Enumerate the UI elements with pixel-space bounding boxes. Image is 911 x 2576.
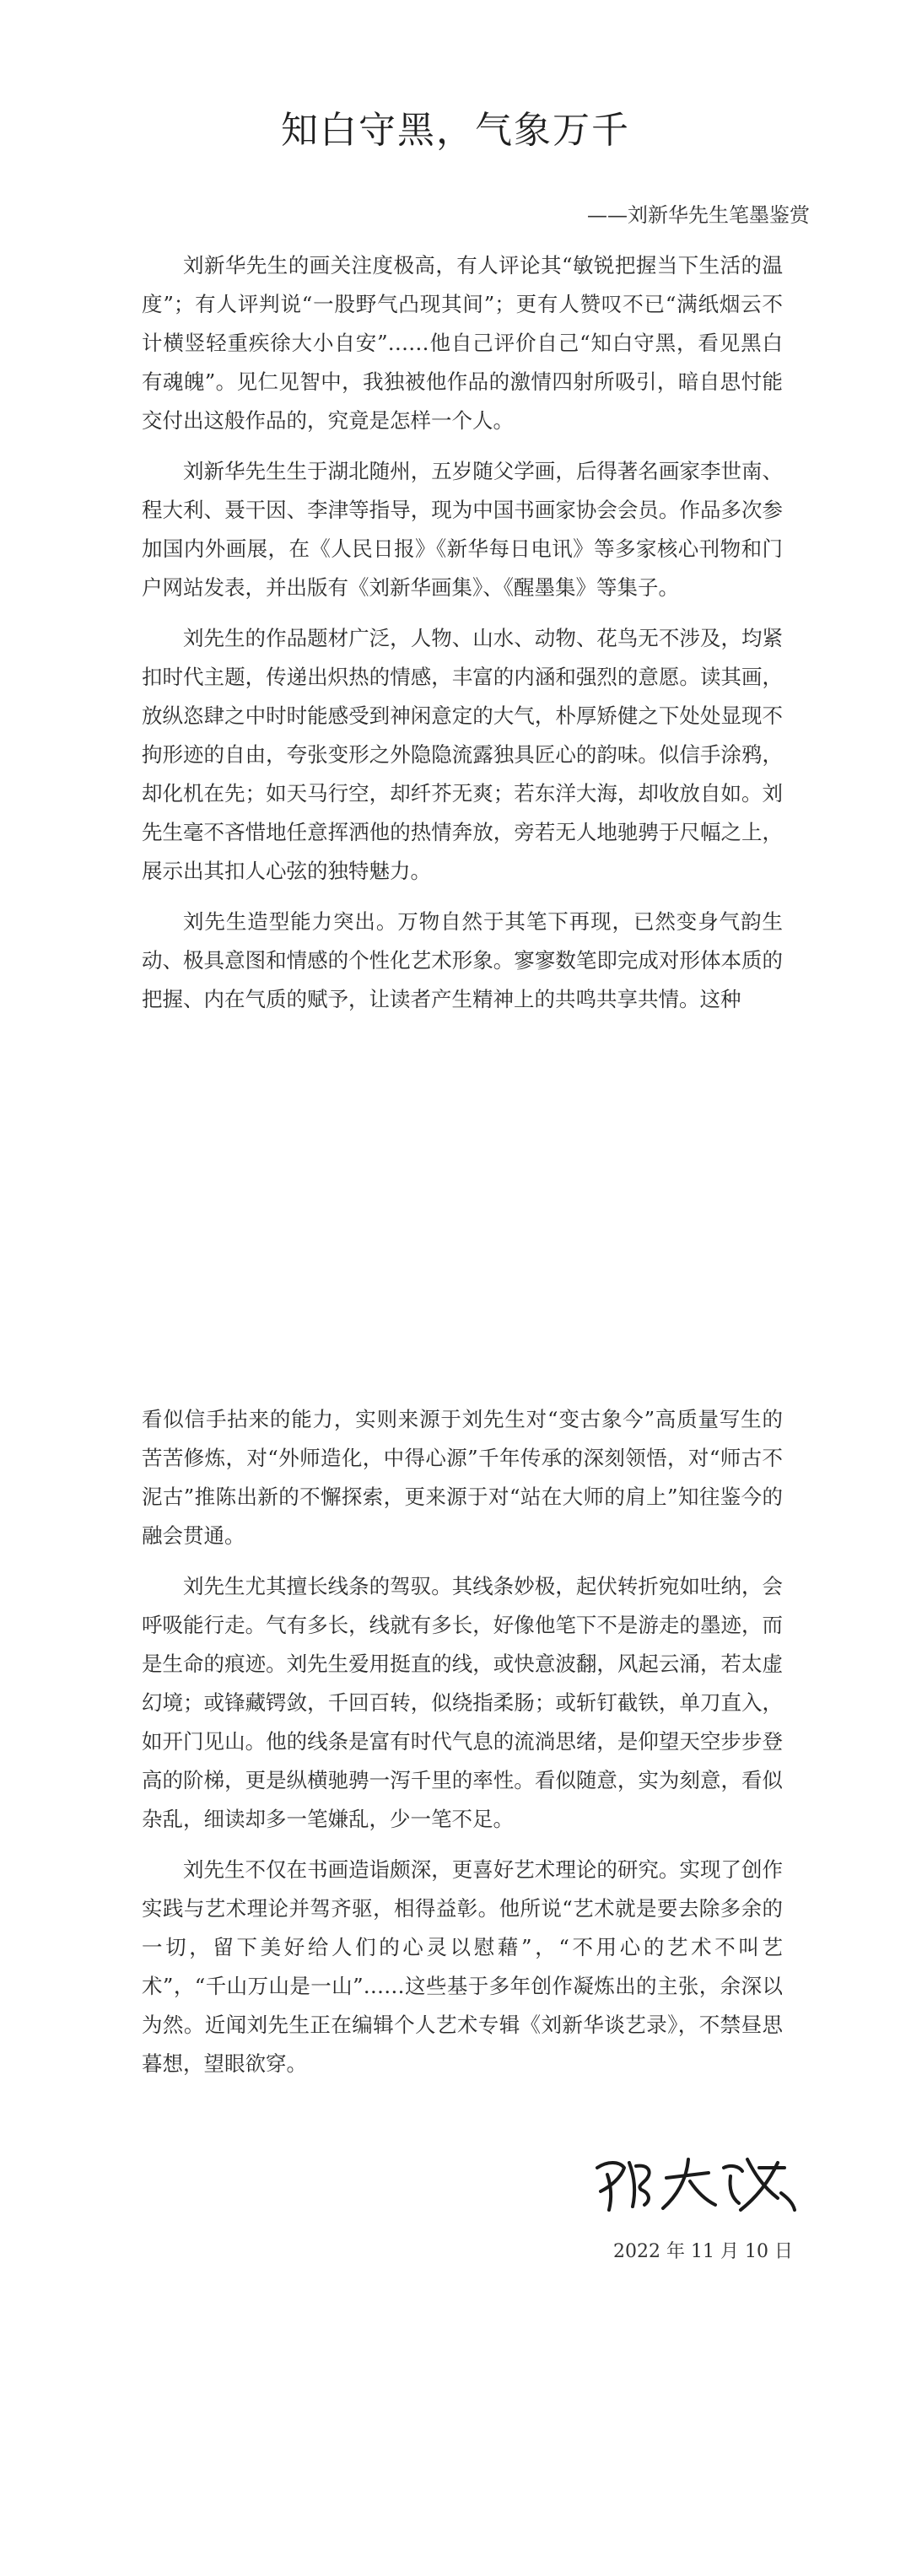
- paragraph: 刘先生的作品题材广泛，人物、山水、动物、花鸟无不涉及，均紧扣时代主题，传递出炽热的情感，丰富的内涵和强烈的意愿。读其画，放纵恣肆之中时时能感受到神闲意定的大气，朴厚矫健之下处处显现不拘形迹的自由，夸张变形之外隐隐流露独具匠心的韵味。似信手涂鸦，却化机在先；如天马行空，却纤芥无爽；若东洋大海，却收放自如。刘先生毫不吝惜地任意挥洒他的热情奔放，旁若无人地驰骋于尺幅之上，展示出其扣人心弦的独特魅力。: [142, 626, 783, 883]
- paragraph: 刘先生不仅在书画造诣颇深，更喜好艺术理论的研究。实现了创作实践与艺术理论并驾齐驱，相得益彰。他所说“艺术就是要去除多余的一切，留下美好给人们的心灵以慰藉”，“不用心的艺术不叫艺术”，“千山万山是一山”……这些基于多年创作凝炼出的主张，余深以为然。近闻刘先生正在编辑个人艺术专辑《刘新华谈艺录》，不禁昼思暮想，望眼欲穿。: [142, 1857, 783, 2076]
- page-title: 知白守黑，气象万千: [281, 109, 630, 152]
- article-body-top: [142, 246, 783, 1031]
- handwritten-signature: [582, 2142, 801, 2218]
- paragraph: 刘先生造型能力突出。万物自然于其笔下再现，已然变身气韵生动、极具意图和情感的个性化艺术形象。寥寥数笔即完成对形体本质的把握、内在气质的赋予，让读者产生精神上的共鸣共享共情。这种: [142, 909, 783, 1011]
- paragraph: 刘新华先生生于湖北随州，五岁随父学画，后得著名画家李世南、程大利、聂干因、李津等指导，现为中国书画家协会会员。作品多次参加国内外画展，在《人民日报》《新华每日电讯》等多家核心刊物和门户网站发表，并出版有《刘新华画集》、《醒墨集》等集子。: [142, 459, 783, 600]
- page-subtitle: ——刘新华先生笔墨鉴赏: [587, 203, 810, 227]
- signature-date: 2022 年 11 月 10 日: [613, 2241, 793, 2262]
- paragraph: 刘先生尤其擅长线条的驾驭。其线条妙极，起伏转折宛如吐纳，会呼吸能行走。气有多长，线就有多长，好像他笔下不是游走的墨迹，而是生命的痕迹。刘先生爱用挺直的线，或快意波翻，风起云涌，若太虚幻境；或锋藏锷敛，千回百转，似绕指柔肠；或斩钉截铁，单刀直入，如开门见山。他的线条是富有时代气息的流淌思绪，是仰望天空步步登高的阶梯，更是纵横驰骋一泻千里的率性。看似随意，实为刻意，看似杂乱，细读却多一笔嫌乱，少一笔不足。: [142, 1574, 783, 1831]
- paragraph: 刘新华先生的画关注度极高，有人评论其“敏锐把握当下生活的温度”；有人评判说“一股野气凸现其间”；更有人赞叹不已“满纸烟云不计横竖轻重疾徐大小自安”……他自己评价自己“知白守黑，看见黑白有魂魄”。见仁见智中，我独被他作品的激情四射所吸引，暗自思忖能交付出这般作品的，究竟是怎样一个人。: [142, 253, 783, 433]
- paragraph: 看似信手拈来的能力，实则来源于刘先生对“变古象今”高质量写生的苦苦修炼，对“外师造化，中得心源”千年传承的深刻领悟，对“师古不泥古”推陈出新的不懈探索，更来源于对“站在大师的肩上”知往鉴今的融会贯通。: [142, 1407, 783, 1548]
- article-body-bottom: [142, 1400, 783, 2095]
